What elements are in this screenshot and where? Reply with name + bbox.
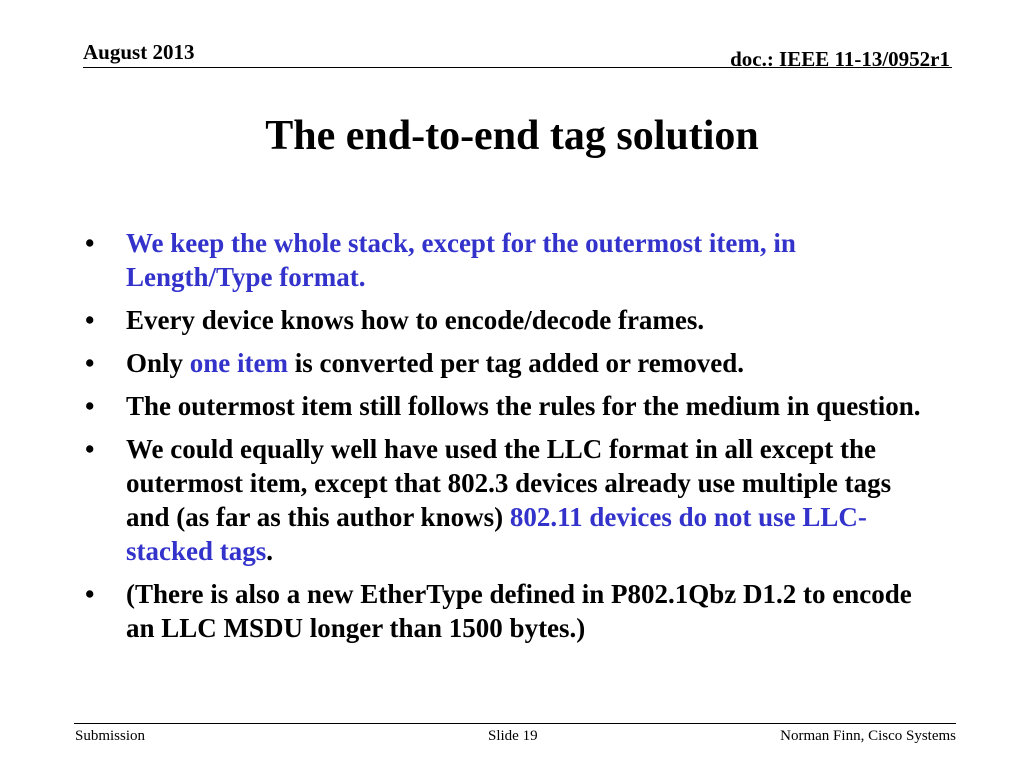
header-divider xyxy=(83,67,952,68)
header-doc-id: doc.: IEEE 11-13/0952r1 xyxy=(730,47,950,71)
footer-author: Norman Finn, Cisco Systems xyxy=(780,728,956,744)
bullet-text-segment: Only xyxy=(126,348,190,378)
bullet-item xyxy=(85,226,935,294)
bullet-item xyxy=(85,577,935,645)
bullet-text xyxy=(126,348,744,378)
bullet-marker: • xyxy=(85,348,95,378)
bullet-item xyxy=(85,389,935,423)
bullet-text xyxy=(126,579,912,643)
bullet-marker: • xyxy=(85,391,95,421)
bullet-text-segment: We keep the whole stack, except for the outermost item, in Length/Type format. xyxy=(126,228,796,292)
slide-title: The end-to-end tag solution xyxy=(265,113,759,159)
bullet-marker: • xyxy=(85,434,95,464)
bullet-marker: • xyxy=(85,228,95,258)
bullet-text-segment: The outermost item still follows the rules for the medium in question. xyxy=(126,391,921,421)
footer-submission: Submission xyxy=(75,728,146,744)
bullet-text-segment: is converted per tag added or removed. xyxy=(288,348,744,378)
bullet-text xyxy=(126,434,891,566)
bullet-item xyxy=(85,346,935,380)
footer-divider xyxy=(74,723,956,724)
bullet-item xyxy=(85,432,935,568)
bullet-text-segment: Every device knows how to encode/decode frames. xyxy=(126,305,705,335)
bullet-text xyxy=(126,305,704,335)
bullet-text xyxy=(126,228,796,292)
bullet-text-segment: We could equally well have used the LLC format in all except the outermost item, except that 802.3 devices already use multiple tags and (as far as this author knows) xyxy=(126,434,892,532)
footer-slide-number: Slide 19 xyxy=(488,728,538,744)
bullet-marker: • xyxy=(85,579,95,609)
bullet-text-segment: (There is also a new EtherType defined in P802.1Qbz D1.2 to encode an LLC MSDU longer than 1500 bytes.) xyxy=(126,579,912,643)
bullet-text-highlight: one item xyxy=(189,348,288,378)
bullet-marker: • xyxy=(85,305,95,335)
header-date: August 2013 xyxy=(83,40,195,64)
bullet-list xyxy=(85,226,935,654)
bullet-item xyxy=(85,303,935,337)
bullet-text-segment: . xyxy=(266,536,273,566)
bullet-text xyxy=(126,391,920,421)
bullet-text-highlight: 802.11 devices do not use LLC-stacked tags xyxy=(126,502,867,566)
